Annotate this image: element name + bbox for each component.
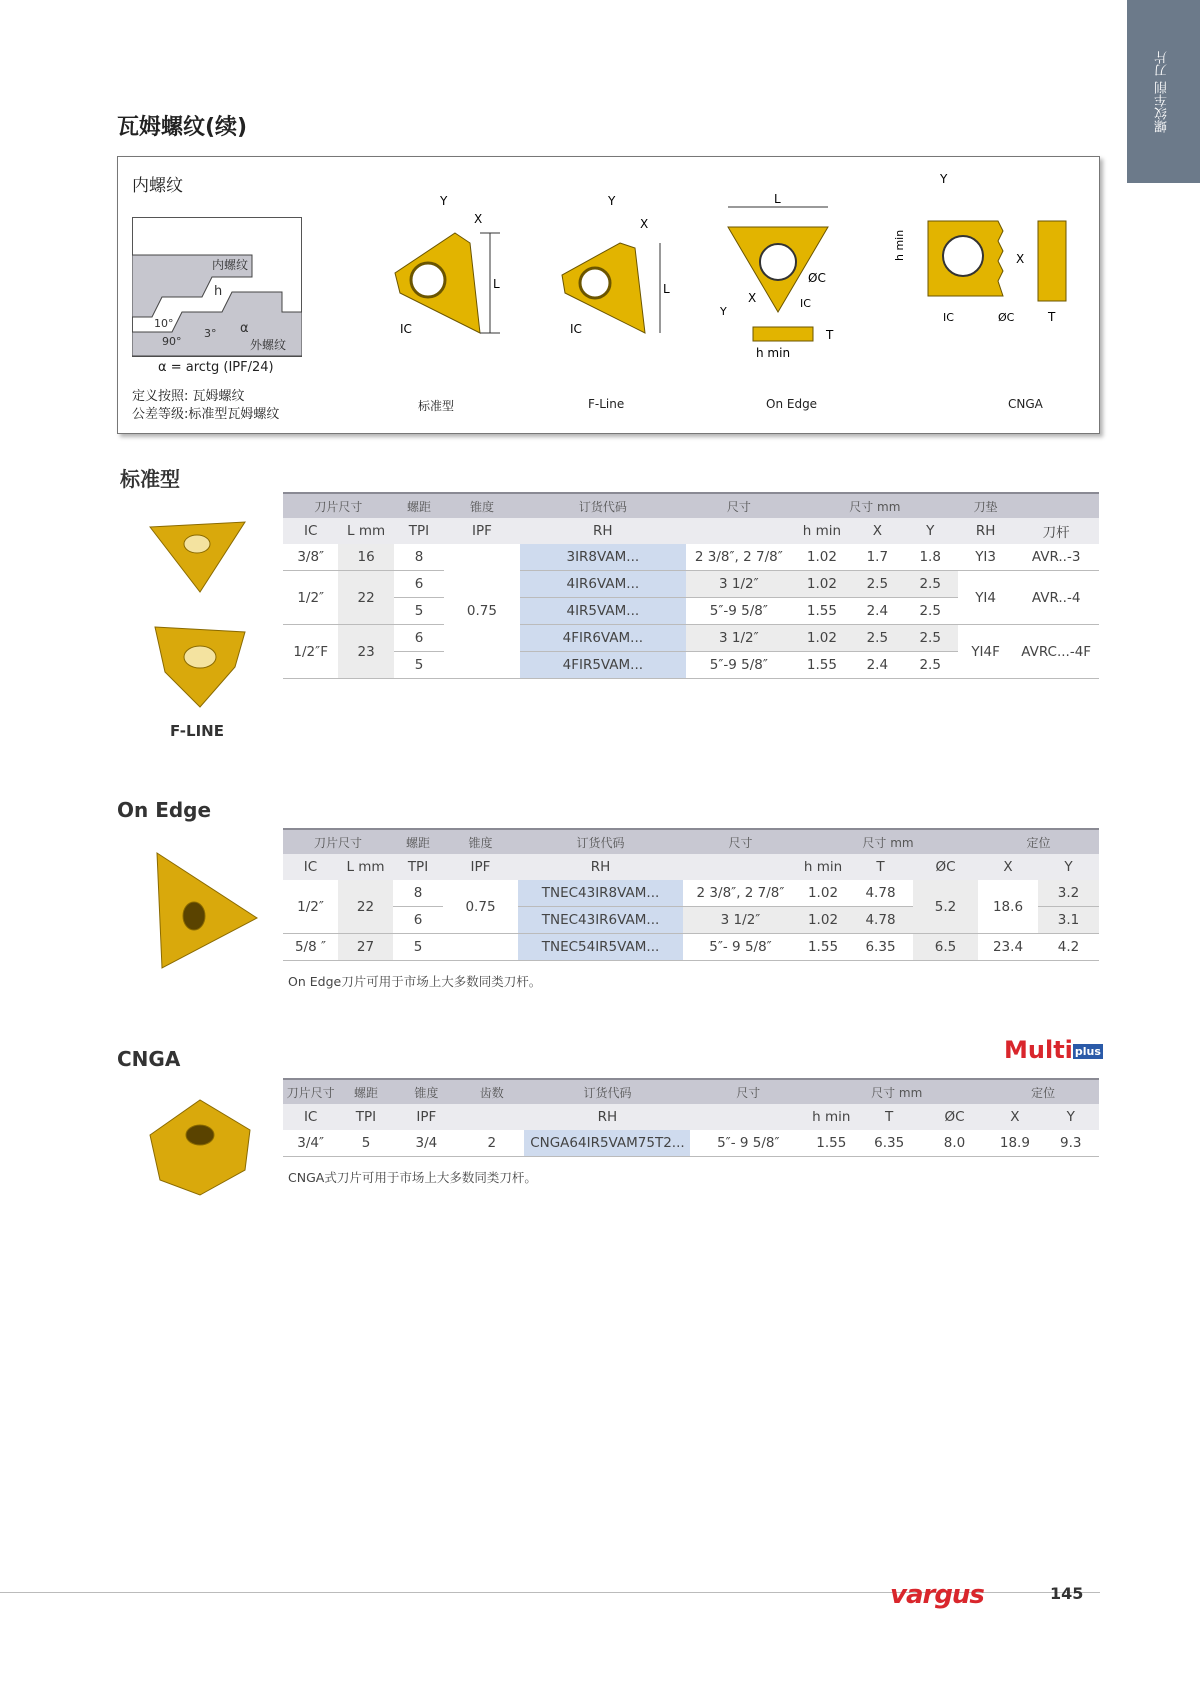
dim-l: L [774,192,781,206]
vargus-logo: vargus [890,1580,984,1610]
dim-ic: IC [570,322,582,336]
order-code: 4IR5VAM... [520,598,686,625]
thread-profile-diagram [132,217,302,357]
header-ipf: IPF [444,518,520,544]
header-size: 尺寸 [686,493,792,518]
header-y: Y [903,518,958,544]
dim-hmin: h min [756,346,791,360]
header-pad-rh: RH [958,518,1013,544]
header-order-code: 订货代码 [520,493,686,518]
order-code: TNEC43IR8VAM... [518,880,683,907]
table-row: 1/2″ 22 6 4IR6VAM... 3 1/2″ 1.02 2.5 2.5 YI4 AVR..-4 [283,571,1099,598]
section-title-onedge: On Edge [117,798,212,822]
dim-ic: IC [400,322,412,336]
dim-y: Y [608,194,616,208]
order-code: 4FIR6VAM... [520,625,686,652]
onedge-insert-drawing [708,187,858,367]
fline-insert-drawing [550,193,680,343]
onedge-remark: On Edge刀片可用于市场上大多数同类刀杆。 [288,974,542,989]
order-code: CNGA64IR5VAM75T2... [524,1130,690,1157]
fline-logo: F-LINE [170,722,224,740]
header-taper: 锥度 [444,493,520,518]
table-row: 3/8″ 16 8 0.75 3IR8VAM... 2 3/8″, 2 7/8″ 1.02 1.7 1.8 YI3 AVR..-3 [283,544,1099,571]
header-holder: 刀杆 [1013,518,1099,544]
dim-l: L [493,277,500,291]
section-title-cnga: CNGA [117,1047,181,1071]
caption-standard: 标准型 [418,399,455,413]
diagram-label: 内螺纹 [132,176,183,196]
header-pad: 刀垫 [958,493,1013,518]
order-code: 4FIR5VAM... [520,652,686,679]
dim-t: T [1048,310,1056,324]
table-row: 1/2″F 23 6 4FIR6VAM... 3 1/2″ 1.02 2.5 2.5 YI4F AVRC...-4F [283,625,1099,652]
angle-3-label: 3° [204,327,217,340]
dim-x: X [640,217,649,231]
header-l: L mm [338,518,393,544]
page-number: 145 [1050,1584,1084,1603]
dim-hmin: h min [893,229,906,261]
table-row: 5 4FIR5VAM... 5″-9 5/8″ 1.55 2.4 2.5 [283,652,1099,679]
header-tpi: TPI [394,518,444,544]
diagram-box [117,156,1100,434]
table-row: 5/8 ″ 27 5 TNEC54IR5VAM... 5″- 9 5/8″ 1.55 6.35 6.5 23.4 4.2 [283,934,1099,961]
dim-oc: ØC [998,311,1015,324]
onedge-table: 刀片尺寸 螺距 锥度 订货代码 尺寸 尺寸 mm 定位 IC L mm TPI IPF RH h min T ØC X Y 1/2″ 22 8 0.75 TNEC43IR8VAM... 2 3/8″, 2 7/8″ 1.02 4.78 5.2 18.6 3.2 6 TNEC43IR6VAM... 3 1/2″ 1.02 4.78 3.1 5/8 ″ 27 5 TNEC54IR5VAM... 5″- 9 5/8″ 1.55 6.35 6.5 23.4 4.2 [283,828,1099,961]
dim-l: L [663,282,670,296]
alpha-label: α [240,321,249,336]
caption-cnga: CNGA [1008,397,1043,411]
cnga-table: 刀片尺寸 螺距 锥度 齿数 订货代码 尺寸 尺寸 mm 定位 IC TPI IPF RH h min T ØC X Y 3/4″ 5 3/4 2 CNGA64IR5VAM75T2... 5″- 9 5/8″ 1.55 6.35 8.0 18.9 9.3 [283,1078,1099,1157]
table-row: 6 TNEC43IR6VAM... 3 1/2″ 1.02 4.78 3.1 [283,907,1099,934]
header-size-mm: 尺寸 mm [792,493,958,518]
header-rh: RH [520,518,686,544]
header-hmin: h min [792,518,852,544]
page-title: 瓦姆螺纹(续) [117,115,248,140]
dim-ic: IC [800,297,811,310]
standard-insert-drawing [380,193,510,343]
dim-oc: ØC [808,271,826,285]
order-code: TNEC54IR5VAM... [518,934,683,961]
ipf-value: 0.75 [444,544,520,679]
h-label: h [214,284,223,299]
dim-x: X [748,291,757,305]
dim-t: T [826,328,834,342]
fline-insert-photo [145,612,255,712]
onedge-insert-photo [152,848,262,973]
angle-10-label: 10° [154,317,174,330]
caption-fline: F-Line [588,397,625,411]
dim-x: X [474,212,483,226]
order-code: 4IR6VAM... [520,571,686,598]
section-title-standard: 标准型 [120,467,180,491]
caption-onedge: On Edge [766,397,818,411]
table-row: 1/2″ 22 8 0.75 TNEC43IR8VAM... 2 3/8″, 2 7/8″ 1.02 4.78 5.2 18.6 3.2 [283,880,1099,907]
table-row: 5 4IR5VAM... 5″-9 5/8″ 1.55 2.4 2.5 [283,598,1099,625]
table-row: 3/4″ 5 3/4 2 CNGA64IR5VAM75T2... 5″- 9 5/8″ 1.55 6.35 8.0 18.9 9.3 [283,1130,1099,1157]
definition-note: 定义按照: 瓦姆螺纹 [132,389,245,404]
order-code: TNEC43IR6VAM... [518,907,683,934]
section-side-tab: 螺纹车削 刀片 [1127,0,1200,183]
multiplus-logo: Multi plus [1004,1036,1101,1064]
angle-90-label: 90° [162,335,182,348]
cnga-insert-photo [140,1095,260,1200]
order-code: 3IR8VAM... [520,544,686,571]
cnga-remark: CNGA式刀片可用于市场上大多数同类刀杆。 [288,1170,537,1185]
tolerance-note: 公差等级:标准型瓦姆螺纹 [132,407,280,422]
dim-y: Y [440,194,448,208]
dim-y: Y [720,305,727,318]
header-insert-size: 刀片尺寸 [283,493,394,518]
internal-thread-label: 内螺纹 [212,258,249,272]
header-pitch: 螺距 [394,493,444,518]
dim-ic: IC [943,311,954,324]
formula: α = arctg (IPF/24) [158,360,274,375]
standard-insert-photo [145,512,250,597]
cnga-insert-drawing [888,171,1088,351]
dim-y: Y [940,172,948,186]
header-ic: IC [283,518,338,544]
external-thread-label: 外螺纹 [250,338,287,352]
dim-x: X [1016,252,1025,266]
header-x: X [852,518,902,544]
standard-table [283,492,1099,679]
